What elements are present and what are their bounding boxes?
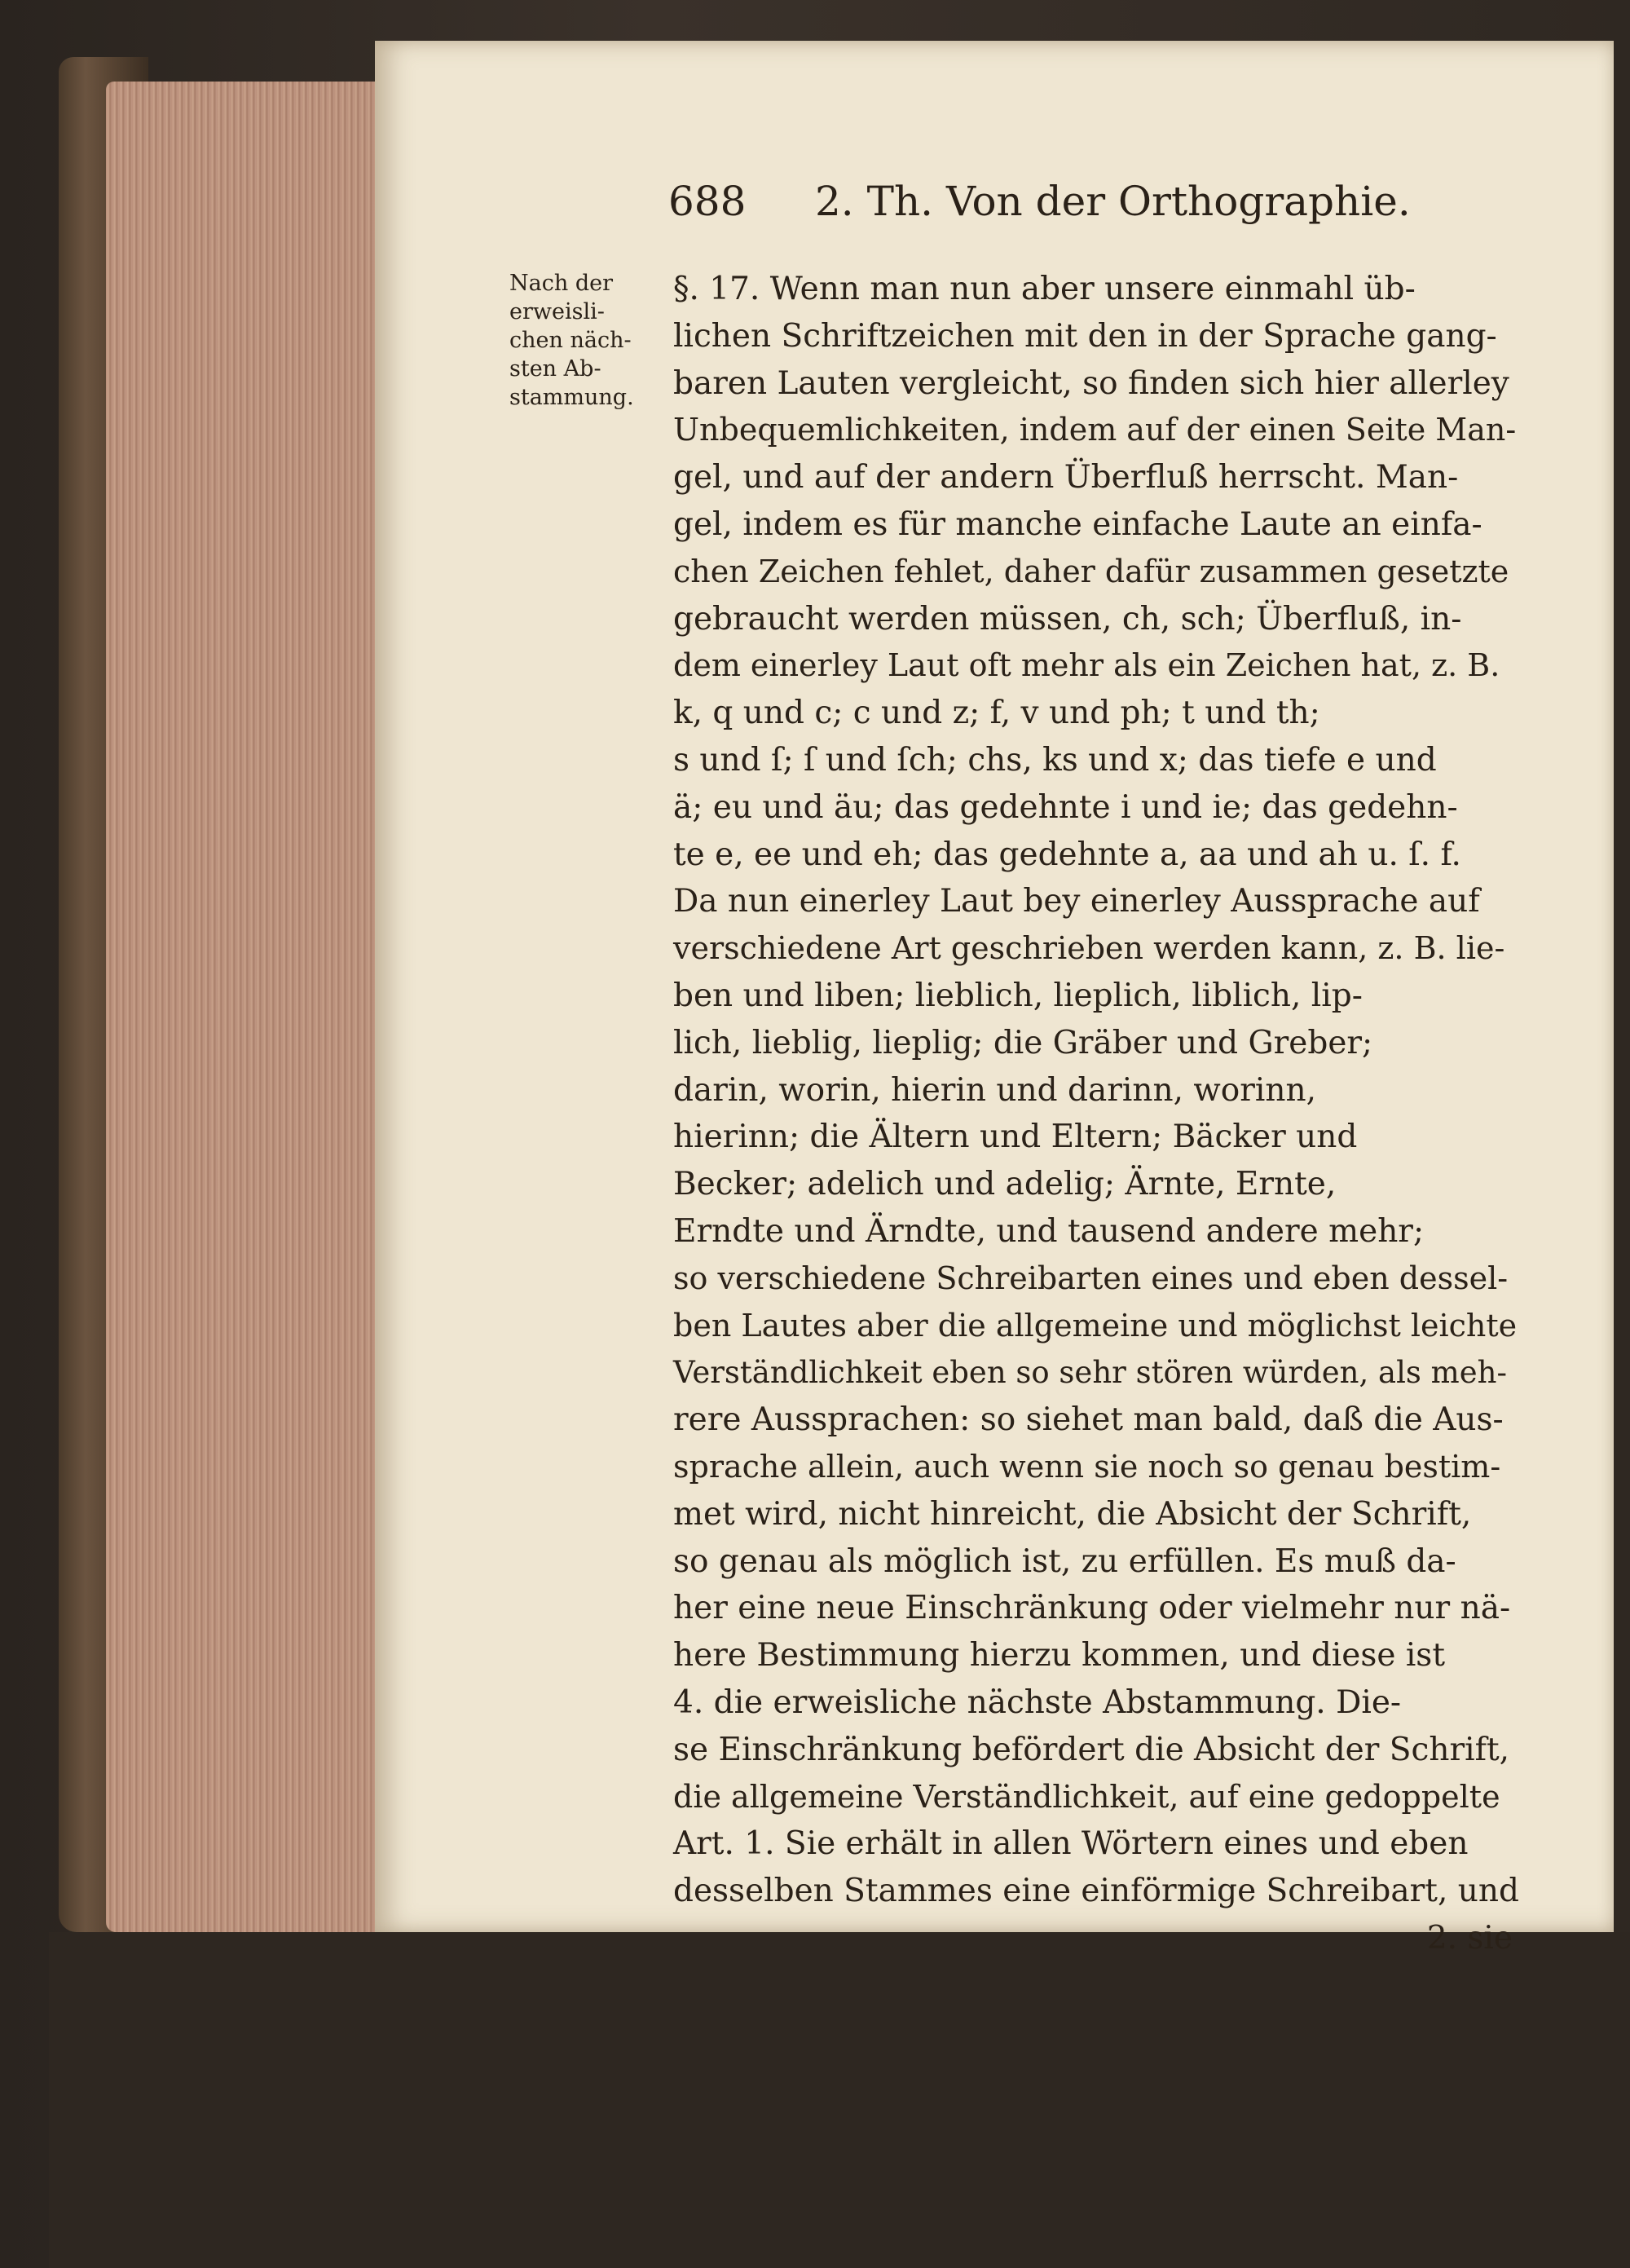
- page-edges: [106, 82, 387, 1932]
- text-line: here Bestimmung hierzu kommen, und diese ist: [673, 1637, 1445, 1675]
- text-line: Unbequemlichkeiten, indem auf der einen Seite Man-: [673, 412, 1517, 448]
- text-line: ben und liben; lieblich, lieplich, liblich, lip-: [673, 977, 1363, 1014]
- text-line: ben Lautes aber die allgemeine und möglichst leichte: [673, 1307, 1518, 1344]
- marginal-note-line: stammung.: [509, 385, 634, 410]
- text-line: sprache allein, auch wenn sie noch so genau bestim-: [673, 1448, 1501, 1485]
- text-line: verschiedene Art geschrieben werden kann, z. B. lie-: [673, 930, 1505, 967]
- marginal-note-line: erweisli-: [509, 299, 605, 324]
- background-surface: [49, 1932, 1630, 2268]
- text-line: §. 17. Wenn man nun aber unsere einmahl üb-: [673, 271, 1416, 307]
- text-line: 4. die erweisliche nächste Abstammung. Die-: [673, 1683, 1402, 1721]
- marginal-note: [509, 269, 648, 412]
- text-line: gel, indem es für manche einfache Laute an einfa-: [673, 505, 1482, 543]
- text-line: so genau als möglich ist, zu erfüllen. Es muß da-: [673, 1542, 1456, 1580]
- catchword: 2. sie: [1426, 1919, 1513, 1957]
- text-line: Da nun einerley Laut bey einerley Aussprache auf: [673, 883, 1480, 920]
- marginal-note-line: chen näch-: [509, 328, 632, 353]
- text-line: chen Zeichen fehlet, daher dafür zusammen gesetzte: [673, 553, 1509, 589]
- marginal-note-line: sten Ab-: [509, 356, 601, 382]
- text-line: s und ſ; ſ und ſch; chs, ks und x; das tiefe e und: [673, 741, 1437, 779]
- text-line: rere Aussprachen: so siehet man bald, daß die Aus-: [673, 1401, 1504, 1439]
- text-line: desselben Stammes eine einförmige Schreibart, und: [673, 1873, 1519, 1910]
- page-header: [668, 178, 1483, 243]
- text-line: so verschiedene Schreibarten eines und eben dessel-: [673, 1260, 1509, 1296]
- text-line: her eine neue Einschränkung oder vielmehr nur nä-: [673, 1590, 1511, 1627]
- text-line: darin, worin, hierin und darinn, worinn,: [673, 1071, 1317, 1109]
- text-line: te e, ee und eh; das gedehnte a, aa und ah u. ſ. f.: [673, 836, 1461, 873]
- text-line: lich, lieblig, lieplig; die Gräber und Greber;: [673, 1024, 1373, 1061]
- text-line: se Einschränkung befördert die Absicht der Schrift,: [673, 1731, 1510, 1768]
- text-line: gebraucht werden müssen, ch, sch; Überfluß, in-: [673, 600, 1462, 638]
- text-line: die allgemeine Verständlichkeit, auf eine gedoppelte: [673, 1778, 1500, 1815]
- text-line: Erndte und Ärndte, und tausend andere mehr;: [673, 1212, 1425, 1250]
- running-title: 2. Th. Von der Orthographie.: [815, 178, 1411, 225]
- text-line: Verständlichkeit eben so sehr stören würden, als meh-: [673, 1355, 1507, 1391]
- text-line: Becker; adelich und adelig; Ärnte, Ernte,: [673, 1166, 1337, 1203]
- page-number: 688: [668, 178, 747, 225]
- text-line: ä; eu und äu; das gedehnte i und ie; das gedehn-: [673, 788, 1458, 826]
- text-line: Art. 1. Sie erhält in allen Wörtern eines und eben: [673, 1825, 1469, 1863]
- text-line: met wird, nicht hinreicht, die Absicht der Schrift,: [673, 1495, 1472, 1533]
- text-line: hierinn; die Ältern und Eltern; Bäcker und: [673, 1119, 1358, 1156]
- text-line: k, q und c; c und z; f, v und ph; t und th;: [673, 695, 1320, 732]
- text-line: baren Lauten vergleicht, so finden sich hier allerley: [673, 364, 1509, 402]
- text-line: lichen Schriftzeichen mit den in der Sprache gang-: [673, 317, 1497, 355]
- marginal-note-line: Nach der: [509, 271, 613, 296]
- body-text: [673, 266, 1521, 1962]
- text-line: dem einerley Laut oft mehr als ein Zeichen hat, z. B.: [673, 647, 1500, 684]
- text-line: gel, und auf der andern Überfluß herrscht. Man-: [673, 459, 1459, 496]
